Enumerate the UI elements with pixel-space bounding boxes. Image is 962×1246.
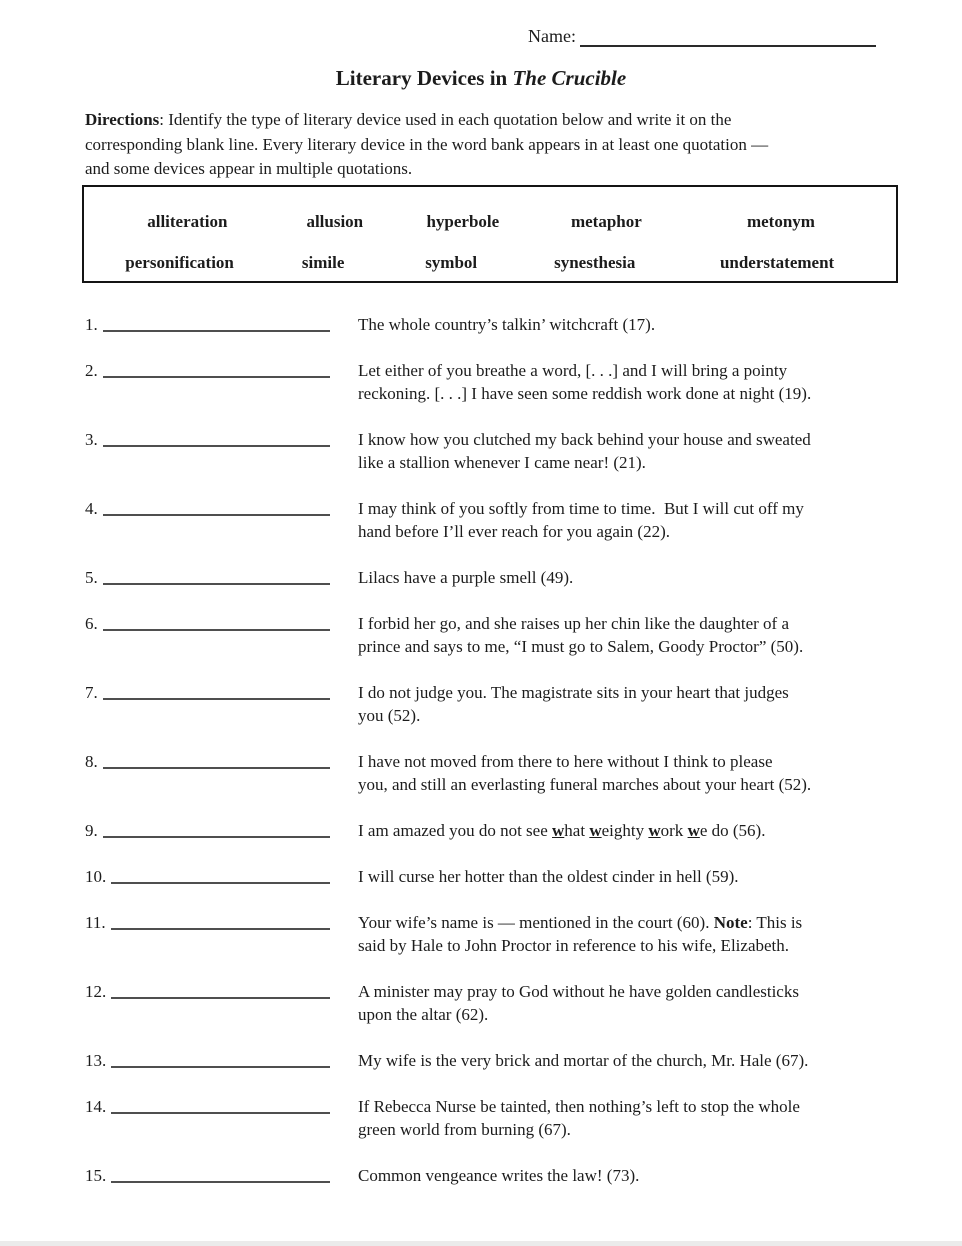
item-number: 10. [85,867,107,886]
quotation-text [358,980,898,1026]
worksheet-item [85,497,898,543]
name-blank-line [580,26,876,47]
item-number-and-blank [85,911,330,934]
item-number-and-blank [85,497,330,520]
answer-blank-line [103,612,330,631]
quotation-line [358,704,898,727]
page-title-regular: Literary Devices in [335,66,513,90]
text-segment: reckoning. [. . .] I have seen some reddish work done at night (19). [358,384,812,403]
directions-line [85,133,895,158]
text-segment: you, and still an everlasting funeral marches about your heart (52). [358,775,812,794]
text-segment: w [648,821,661,840]
text-segment: : Identify the type of literary device used in each quotation below and write it on the [159,110,732,129]
text-segment: If Rebecca Nurse be tainted, then nothing’s left to stop the whole [358,1097,800,1116]
word-bank-box [82,185,898,283]
page-title [0,66,962,91]
text-segment: w [687,821,700,840]
quotation-line [358,865,898,888]
quotation-line [358,382,898,405]
quotation-line [358,934,898,957]
item-number-and-blank [85,1095,330,1118]
quotation-line [358,428,898,451]
answer-blank-line [103,566,330,585]
quotation-line [358,520,898,543]
item-number-and-blank [85,566,330,589]
answer-blank-line [103,497,330,516]
quotation-text [358,359,898,405]
text-segment: : This is [747,913,803,932]
answer-blank-line [103,359,330,378]
text-segment: Note [713,913,748,932]
quotation-line [358,1003,898,1026]
quotation-line [358,313,898,336]
text-segment: The whole country’s talkin’ witchcraft (17). [358,315,656,334]
quotation-line [358,773,898,796]
quotation-line [358,635,898,658]
worksheet-item [85,750,898,796]
text-segment: ork [660,821,688,840]
quotation-text [358,497,898,543]
item-number: 14. [85,1097,107,1116]
quotation-line [358,497,898,520]
quotation-line [358,1164,898,1187]
text-segment: w [552,821,565,840]
text-segment: Common vengeance writes the law! (73). [358,1166,640,1185]
quotation-text [358,681,898,727]
text-segment: hat [564,821,590,840]
text-segment: Let either of you breathe a word, [. . .] and I will bring a pointy [358,361,788,380]
directions-line [85,157,895,182]
text-segment: I have not moved from there to here without I think to please [358,752,773,771]
quotation-line [358,750,898,773]
text-segment: I am amazed you do not see [358,821,553,840]
quotation-text [358,612,898,658]
word-bank-term: personification [125,252,234,272]
item-number-and-blank [85,1164,330,1187]
text-segment: I know how you clutched my back behind your house and sweated [358,430,811,449]
text-segment: said by Hale to John Proctor in reference to his wife, Elizabeth. [358,936,790,955]
worksheet-item [85,819,898,842]
text-segment: green world from burning (67). [358,1120,571,1139]
text-segment: like a stallion whenever I came near! (21). [358,453,646,472]
answer-blank-line [111,865,330,884]
worksheet-item [85,865,898,888]
quotation-line [358,819,898,842]
item-number: 1. [85,315,98,334]
word-bank-term: allusion [306,211,364,231]
answer-blank-line [103,428,330,447]
item-number-and-blank [85,428,330,451]
item-number-and-blank [85,819,330,842]
text-segment: and some devices appear in multiple quotations. [85,159,413,178]
item-number: 8. [85,752,98,771]
item-number: 13. [85,1051,107,1070]
text-segment: Lilacs have a purple smell (49). [358,568,574,587]
worksheet-item [85,1095,898,1141]
answer-blank-line [111,980,330,999]
text-segment: hand before I’ll ever reach for you again (22). [358,522,670,541]
item-number-and-blank [85,750,330,773]
quotation-line [358,1049,898,1072]
word-bank-row-1 [102,201,878,242]
answer-blank-line [111,1095,330,1114]
word-bank-term: hyperbole [426,211,500,231]
text-segment: Your wife’s name is — mentioned in the court (60). [358,913,714,932]
item-number: 12. [85,982,107,1001]
text-segment: eighty [601,821,649,840]
word-bank-term: synesthesia [554,252,636,272]
item-number-and-blank [85,980,330,1003]
quotation-line [358,451,898,474]
answer-blank-line [103,750,330,769]
item-number-and-blank [85,313,330,336]
item-number: 11. [85,913,106,932]
text-segment: I do not judge you. The magistrate sits in your heart that judges [358,683,789,702]
item-number: 5. [85,568,98,587]
text-segment: My wife is the very brick and mortar of the church, Mr. Hale (67). [358,1051,809,1070]
name-label: Name: [528,26,576,46]
quotation-text [358,1049,898,1072]
text-segment: prince and says to me, “I must go to Salem, Goody Proctor” (50). [358,637,804,656]
text-segment: w [589,821,602,840]
quotation-text [358,819,898,842]
text-segment: upon the altar (62). [358,1005,489,1024]
quotation-text [358,313,898,336]
text-segment: I forbid her go, and she raises up her chin like the daughter of a [358,614,789,633]
item-number-and-blank [85,681,330,704]
text-segment: e do (56). [699,821,766,840]
item-number: 3. [85,430,98,449]
item-number: 15. [85,1166,107,1185]
quotation-line [358,359,898,382]
item-number: 7. [85,683,98,702]
quotation-line [358,681,898,704]
word-bank-term: symbol [425,252,478,272]
item-number: 4. [85,499,98,518]
item-number-and-blank [85,359,330,382]
text-segment: A minister may pray to God without he have golden candlesticks [358,982,799,1001]
quotation-line [358,1118,898,1141]
worksheet-item [85,980,898,1026]
quotation-text [358,566,898,589]
word-bank-row-2 [102,242,878,283]
quotation-text [358,911,898,957]
quotation-text [358,750,898,796]
item-number-and-blank [85,1049,330,1072]
item-number-and-blank [85,865,330,888]
answer-blank-line [103,819,330,838]
worksheet-item [85,681,898,727]
quotation-line [358,612,898,635]
word-bank-term: metaphor [570,211,642,231]
word-bank-term: alliteration [147,211,228,231]
quotation-list [85,313,898,1210]
text-segment: corresponding blank line. Every literary device in the word bank appears in at least one quotation — [85,134,769,154]
name-field-row [528,26,876,47]
worksheet-item [85,612,898,658]
worksheet-item [85,313,898,336]
quotation-line [358,1095,898,1118]
answer-blank-line [103,313,330,332]
answer-blank-line [111,1049,330,1068]
page-title-italic: The Crucible [512,66,627,90]
quotation-text [358,1095,898,1141]
quotation-line [358,980,898,1003]
text-segment: I will curse her hotter than the oldest cinder in hell (59). [358,867,739,886]
worksheet-item [85,359,898,405]
word-bank-term: metonym [746,211,815,231]
item-number: 9. [85,821,98,840]
quotation-line [358,911,898,934]
worksheet-item [85,1164,898,1187]
directions-line [85,108,895,133]
worksheet-item [85,1049,898,1072]
quotation-text [358,865,898,888]
worksheet-item [85,911,898,957]
worksheet-item [85,566,898,589]
item-number: 2. [85,361,98,380]
directions-paragraph [85,108,895,182]
word-bank-term: understatement [719,252,835,272]
worksheet-item [85,428,898,474]
answer-blank-line [111,1164,330,1183]
answer-blank-line [111,911,330,930]
text-segment: Directions [85,110,160,129]
text-segment: you (52). [358,706,421,725]
answer-blank-line [103,681,330,700]
quotation-text [358,428,898,474]
quotation-text [358,1164,898,1187]
quotation-line [358,566,898,589]
word-bank-term: simile [301,252,345,272]
text-segment: I may think of you softly from time to time. But I will cut off my [358,499,804,518]
page-bottom-edge [0,1241,962,1246]
item-number: 6. [85,614,98,633]
item-number-and-blank [85,612,330,635]
